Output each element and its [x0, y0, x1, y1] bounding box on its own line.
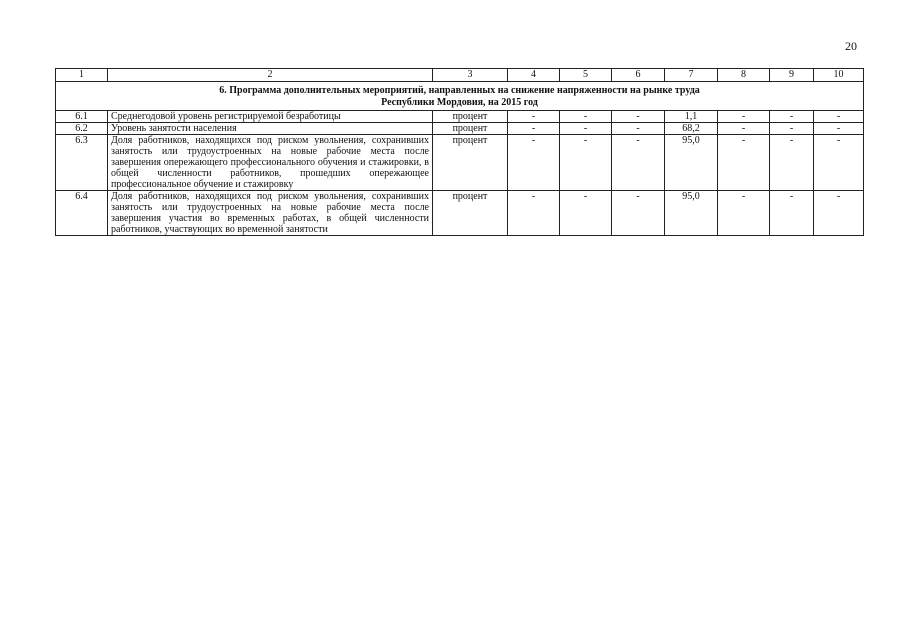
value-cell: -	[770, 111, 814, 123]
table-row	[56, 123, 864, 135]
column-number: 9	[770, 69, 814, 82]
indicator-name: Среднегодовой уровень регистрируемой безработицы	[108, 111, 433, 123]
value-cell: 95,0	[665, 135, 718, 191]
unit-cell: процент	[433, 123, 508, 135]
row-number: 6.2	[56, 123, 108, 135]
unit-cell: процент	[433, 111, 508, 123]
column-number: 3	[433, 69, 508, 82]
value-cell: -	[612, 111, 665, 123]
value-cell: -	[560, 123, 612, 135]
value-cell: -	[718, 111, 770, 123]
value-cell: -	[560, 135, 612, 191]
value-cell: -	[718, 135, 770, 191]
value-cell: -	[560, 191, 612, 236]
column-number: 2	[108, 69, 433, 82]
value-cell: -	[718, 191, 770, 236]
value-cell: -	[814, 123, 864, 135]
column-number-row	[56, 69, 864, 82]
value-cell: -	[560, 111, 612, 123]
value-cell: -	[508, 135, 560, 191]
unit-cell: процент	[433, 135, 508, 191]
table-row	[56, 135, 864, 191]
section-title-line1: 6. Программа дополнительных мероприятий, направленных на снижение напряженности на рынке труда	[219, 85, 700, 96]
value-cell: -	[770, 191, 814, 236]
column-number: 4	[508, 69, 560, 82]
value-cell: 95,0	[665, 191, 718, 236]
column-number: 10	[814, 69, 864, 82]
indicator-name: Доля работников, находящихся под риском увольнения, сохранивших занятость или трудоустроенных на новые рабочие места после завершения участия во временных работах, в общей численности работников, участвующих во временной занятости	[108, 191, 433, 236]
value-cell: -	[508, 123, 560, 135]
value-cell: -	[814, 191, 864, 236]
value-cell: -	[508, 111, 560, 123]
value-cell: -	[508, 191, 560, 236]
column-number: 1	[56, 69, 108, 82]
column-number: 5	[560, 69, 612, 82]
value-cell: -	[814, 135, 864, 191]
value-cell: -	[814, 111, 864, 123]
indicators-table	[55, 68, 864, 236]
value-cell: -	[770, 123, 814, 135]
table-row	[56, 111, 864, 123]
value-cell: -	[612, 123, 665, 135]
row-number: 6.3	[56, 135, 108, 191]
column-number: 8	[718, 69, 770, 82]
indicator-name: Уровень занятости населения	[108, 123, 433, 135]
value-cell: -	[612, 135, 665, 191]
page-number: 20	[845, 39, 857, 53]
value-cell: 1,1	[665, 111, 718, 123]
indicator-name: Доля работников, находящихся под риском увольнения, сохранивших занятость или трудоустроенных на новые рабочие места после завершения опережающего профессионального обучения и стажировки, в общей численности работников, прошедших опережающее профессиональное обучение и стажировку	[108, 135, 433, 191]
column-number: 6	[612, 69, 665, 82]
value-cell: -	[718, 123, 770, 135]
row-number: 6.1	[56, 111, 108, 123]
value-cell: 68,2	[665, 123, 718, 135]
value-cell: -	[770, 135, 814, 191]
row-number: 6.4	[56, 191, 108, 236]
table-row	[56, 191, 864, 236]
unit-cell: процент	[433, 191, 508, 236]
section-header-row	[56, 82, 864, 111]
column-number: 7	[665, 69, 718, 82]
section-title-line2: Республики Мордовия, на 2015 год	[381, 97, 538, 108]
section-title	[56, 82, 864, 111]
value-cell: -	[612, 191, 665, 236]
